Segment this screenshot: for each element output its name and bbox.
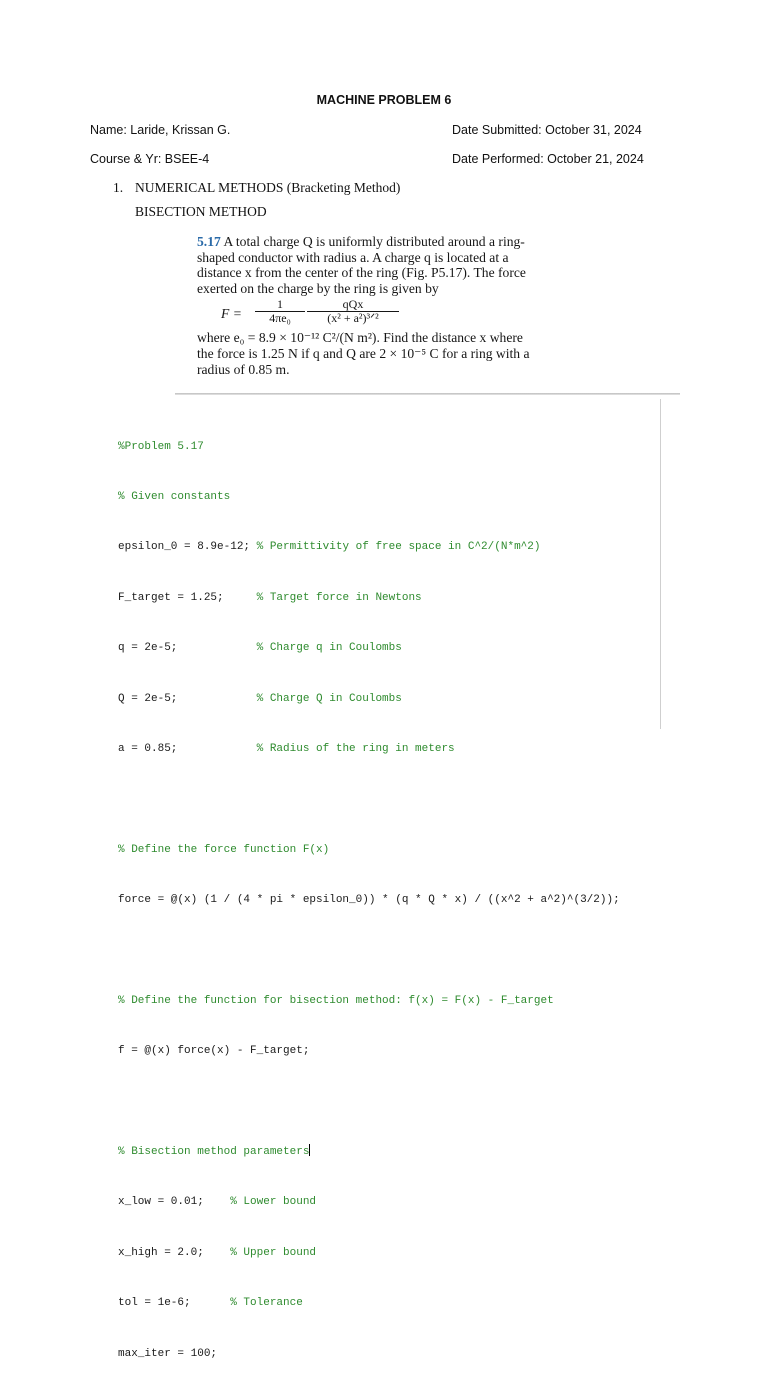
student-name: Name: Laride, Krissan G. xyxy=(90,123,231,137)
section-heading xyxy=(113,180,400,196)
code-comment: % Given constants xyxy=(118,490,231,503)
problem-line: 5.17 A total charge Q is uniformly distributed around a ring- xyxy=(197,234,525,249)
code-line: a = 0.85; % Radius of the ring in meters xyxy=(118,742,455,755)
section-title: NUMERICAL METHODS (Bracketing Method) xyxy=(135,180,401,195)
code-line: x_high = 2.0; % Upper bound xyxy=(118,1246,317,1259)
problem-line: the force is 1.25 N if q and Q are 2 × 10⁻⁵ C for a ring with a xyxy=(197,345,530,361)
code-line: % Bisection method parameters xyxy=(118,1146,310,1159)
code-editor-screenshot xyxy=(95,399,661,1360)
code-line: F_target = 1.25; % Target force in Newtons xyxy=(118,591,422,604)
force-formula xyxy=(221,298,602,328)
problem-line: where e₀ = 8.9 × 10⁻¹² C²/(N m²). Find the distance x where xyxy=(197,330,523,346)
code-blank-line xyxy=(118,943,620,960)
editor-border xyxy=(660,399,661,729)
text-cursor xyxy=(309,1144,310,1156)
code-blank-line xyxy=(118,1094,620,1111)
code-comment: %Problem 5.17 xyxy=(118,440,204,453)
code-blank-line xyxy=(118,791,620,808)
problem-number: 5.17 xyxy=(197,234,221,249)
formula-fraction-variable: qQx (x² + a²)³ᐟ² xyxy=(307,298,399,325)
code-line: f = @(x) force(x) - F_target; xyxy=(118,1045,310,1058)
image-divider xyxy=(175,393,680,395)
code-line: max_iter = 100; xyxy=(118,1347,218,1360)
problem-line: shaped conductor with radius a. A charge q is located at a xyxy=(197,249,509,265)
date-submitted: Date Submitted: October 31, 2024 xyxy=(452,123,642,137)
code-line: epsilon_0 = 8.9e-12; % Permittivity of free space in C^2/(N*m^2) xyxy=(118,541,541,554)
section-number: 1. xyxy=(113,180,124,195)
method-heading: BISECTION METHOD xyxy=(135,204,267,219)
page-title: MACHINE PROBLEM 6 xyxy=(316,93,452,107)
code-block xyxy=(118,405,620,1396)
code-line: tol = 1e-6; % Tolerance xyxy=(118,1297,303,1310)
code-comment: % Define the force function F(x) xyxy=(118,843,330,856)
code-line: Q = 2e-5; % Charge Q in Coulombs xyxy=(118,692,402,705)
code-line: x_low = 0.01; % Lower bound xyxy=(118,1196,317,1209)
problem-line: distance x from the center of the ring (Fig. P5.17). The force xyxy=(197,265,526,281)
formula-fraction-constant: $\frac{1}{\text{4πe₀}}$ xyxy=(255,298,305,325)
code-line: q = 2e-5; % Charge q in Coulombs xyxy=(118,642,402,655)
problem-line: exerted on the charge by the ring is given by xyxy=(197,280,439,296)
code-comment: % Define the function for bisection method: f(x) = F(x) - F_target xyxy=(118,994,554,1007)
code-line: force = @(x) (1 / (4 * pi * epsilon_0)) * (q * Q * x) / ((x^2 + a^2)^(3/2)); xyxy=(118,894,620,907)
problem-line: radius of 0.85 m. xyxy=(197,361,290,377)
date-performed: Date Performed: October 21, 2024 xyxy=(452,152,644,166)
course-year: Course & Yr: BSEE-4 xyxy=(90,152,210,166)
formula-lhs: F = xyxy=(221,306,242,322)
problem-statement-image xyxy=(197,234,602,386)
